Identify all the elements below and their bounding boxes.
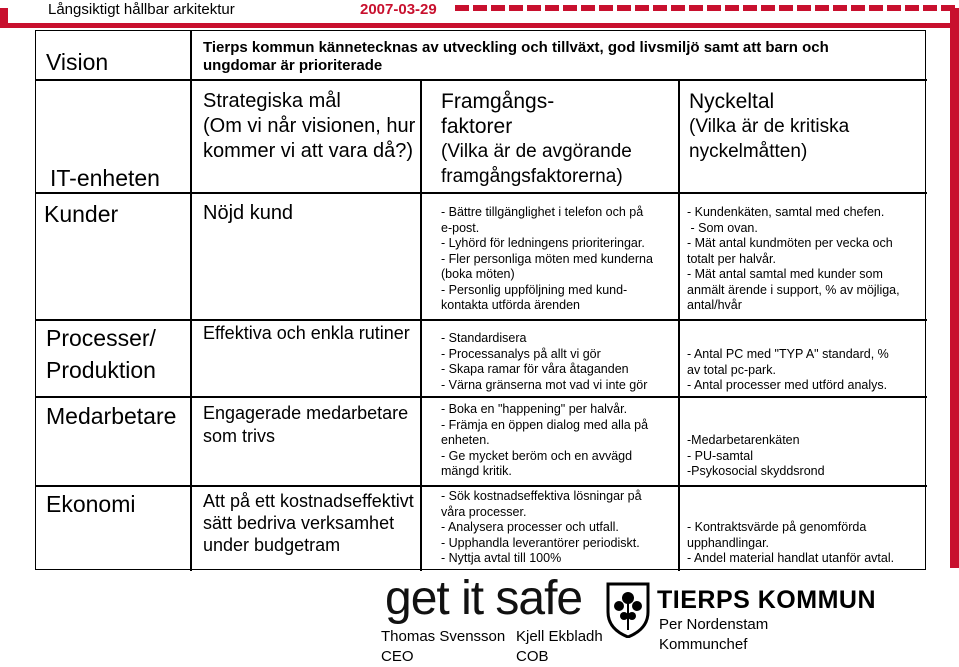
vision-text: Tierps kommun kännetecknas av utveckling och tillväxt, god livsmiljö samt att barn och ungdomar är prioriterade <box>203 39 829 74</box>
org-logo-text: TIERPS KOMMUN <box>657 586 876 614</box>
page-date: 2007-03-29 <box>360 1 437 18</box>
row-label-medarbetare: Medarbetare <box>46 403 177 429</box>
factors-kunder: - Bättre tillgänglighet i telefon och på e-post. - Lyhörd för ledningens prioriteringar. - Fler personliga möten med kunderna (boka möten) - Personlig uppföljning med kund- kontakta utförda ärenden <box>441 205 653 312</box>
goals-header: Strategiska mål (Om vi når visionen, hur kommer vi att vara då?) <box>203 90 416 162</box>
goal-kunder: Nöjd kund <box>203 202 294 224</box>
row-label-processer: Processer/ Produktion <box>46 325 156 383</box>
kpis-ekonomi: - Kontraktsvärde på genomförda upphandlingar. - Andel material handlat utanför avtal. <box>687 520 895 565</box>
coat-of-arms-icon <box>604 582 652 638</box>
page-title: Långsiktigt hållbar arkitektur <box>48 1 235 18</box>
accent-bar-right <box>950 8 959 568</box>
row-label-kunder: Kunder <box>44 201 119 227</box>
factors-processer: - Standardisera - Processanalys på allt vi gör - Skapa ramar för våra åtaganden - Värna gränserna mot vad vi inte gör <box>441 331 648 392</box>
vision-label: Vision <box>46 49 109 75</box>
goal-medarbetare: Engagerade medarbetare som trivs <box>203 403 409 446</box>
goal-processer: Effektiva och enkla rutiner <box>203 323 410 343</box>
kpis-processer: - Antal PC med "TYP A" standard, % av total pc-park. - Antal processer med utförd analys. <box>687 347 889 392</box>
factors-medarbetare: - Boka en "happening" per halvår. - Främja en öppen dialog med alla på enheten. - Ge mycket beröm och en avvägd mängd kritik. <box>441 402 649 478</box>
factors-header: Framgångs- faktorer (Vilka är de avgörande framgångsfaktorerna) <box>441 90 632 187</box>
row-label-ekonomi: Ekonomi <box>46 491 136 517</box>
goal-ekonomi: Att på ett kostnadseffektivt sätt bedriva verksamhet under budgetram <box>203 491 414 555</box>
kpi-header: Nyckeltal (Vilka är de kritiska nyckelmåtten) <box>689 90 850 162</box>
accent-stripe <box>455 5 959 11</box>
unit-label: IT-enheten <box>50 165 160 191</box>
kpis-medarbetare: -Medarbetarenkäten - PU-samtal -Psykosocial skyddsrond <box>687 433 825 478</box>
slogan-logo: get it safe <box>385 572 583 625</box>
signature-cob: Kjell Ekbladh COB <box>516 628 603 665</box>
signature-kommunchef: Per Nordenstam Kommunchef <box>659 616 769 653</box>
factors-ekonomi: - Sök kostnadseffektiva lösningar på våra processer. - Analysera processer och utfall. - Upphandla leverantörer periodiskt. - Nyttja avtal till 100% <box>441 489 642 565</box>
accent-line <box>0 23 959 28</box>
top-bar <box>0 0 959 26</box>
kpis-kunder: - Kundenkäten, samtal med chefen. - Som ovan. - Mät antal kundmöten per vecka och totalt per halvår. - Mät antal samtal med kunder som anmält ärende i support, % av möjliga, antal/hvår <box>687 205 900 312</box>
strategy-table <box>35 30 926 570</box>
signature-ceo: Thomas Svensson CEO <box>381 628 506 665</box>
